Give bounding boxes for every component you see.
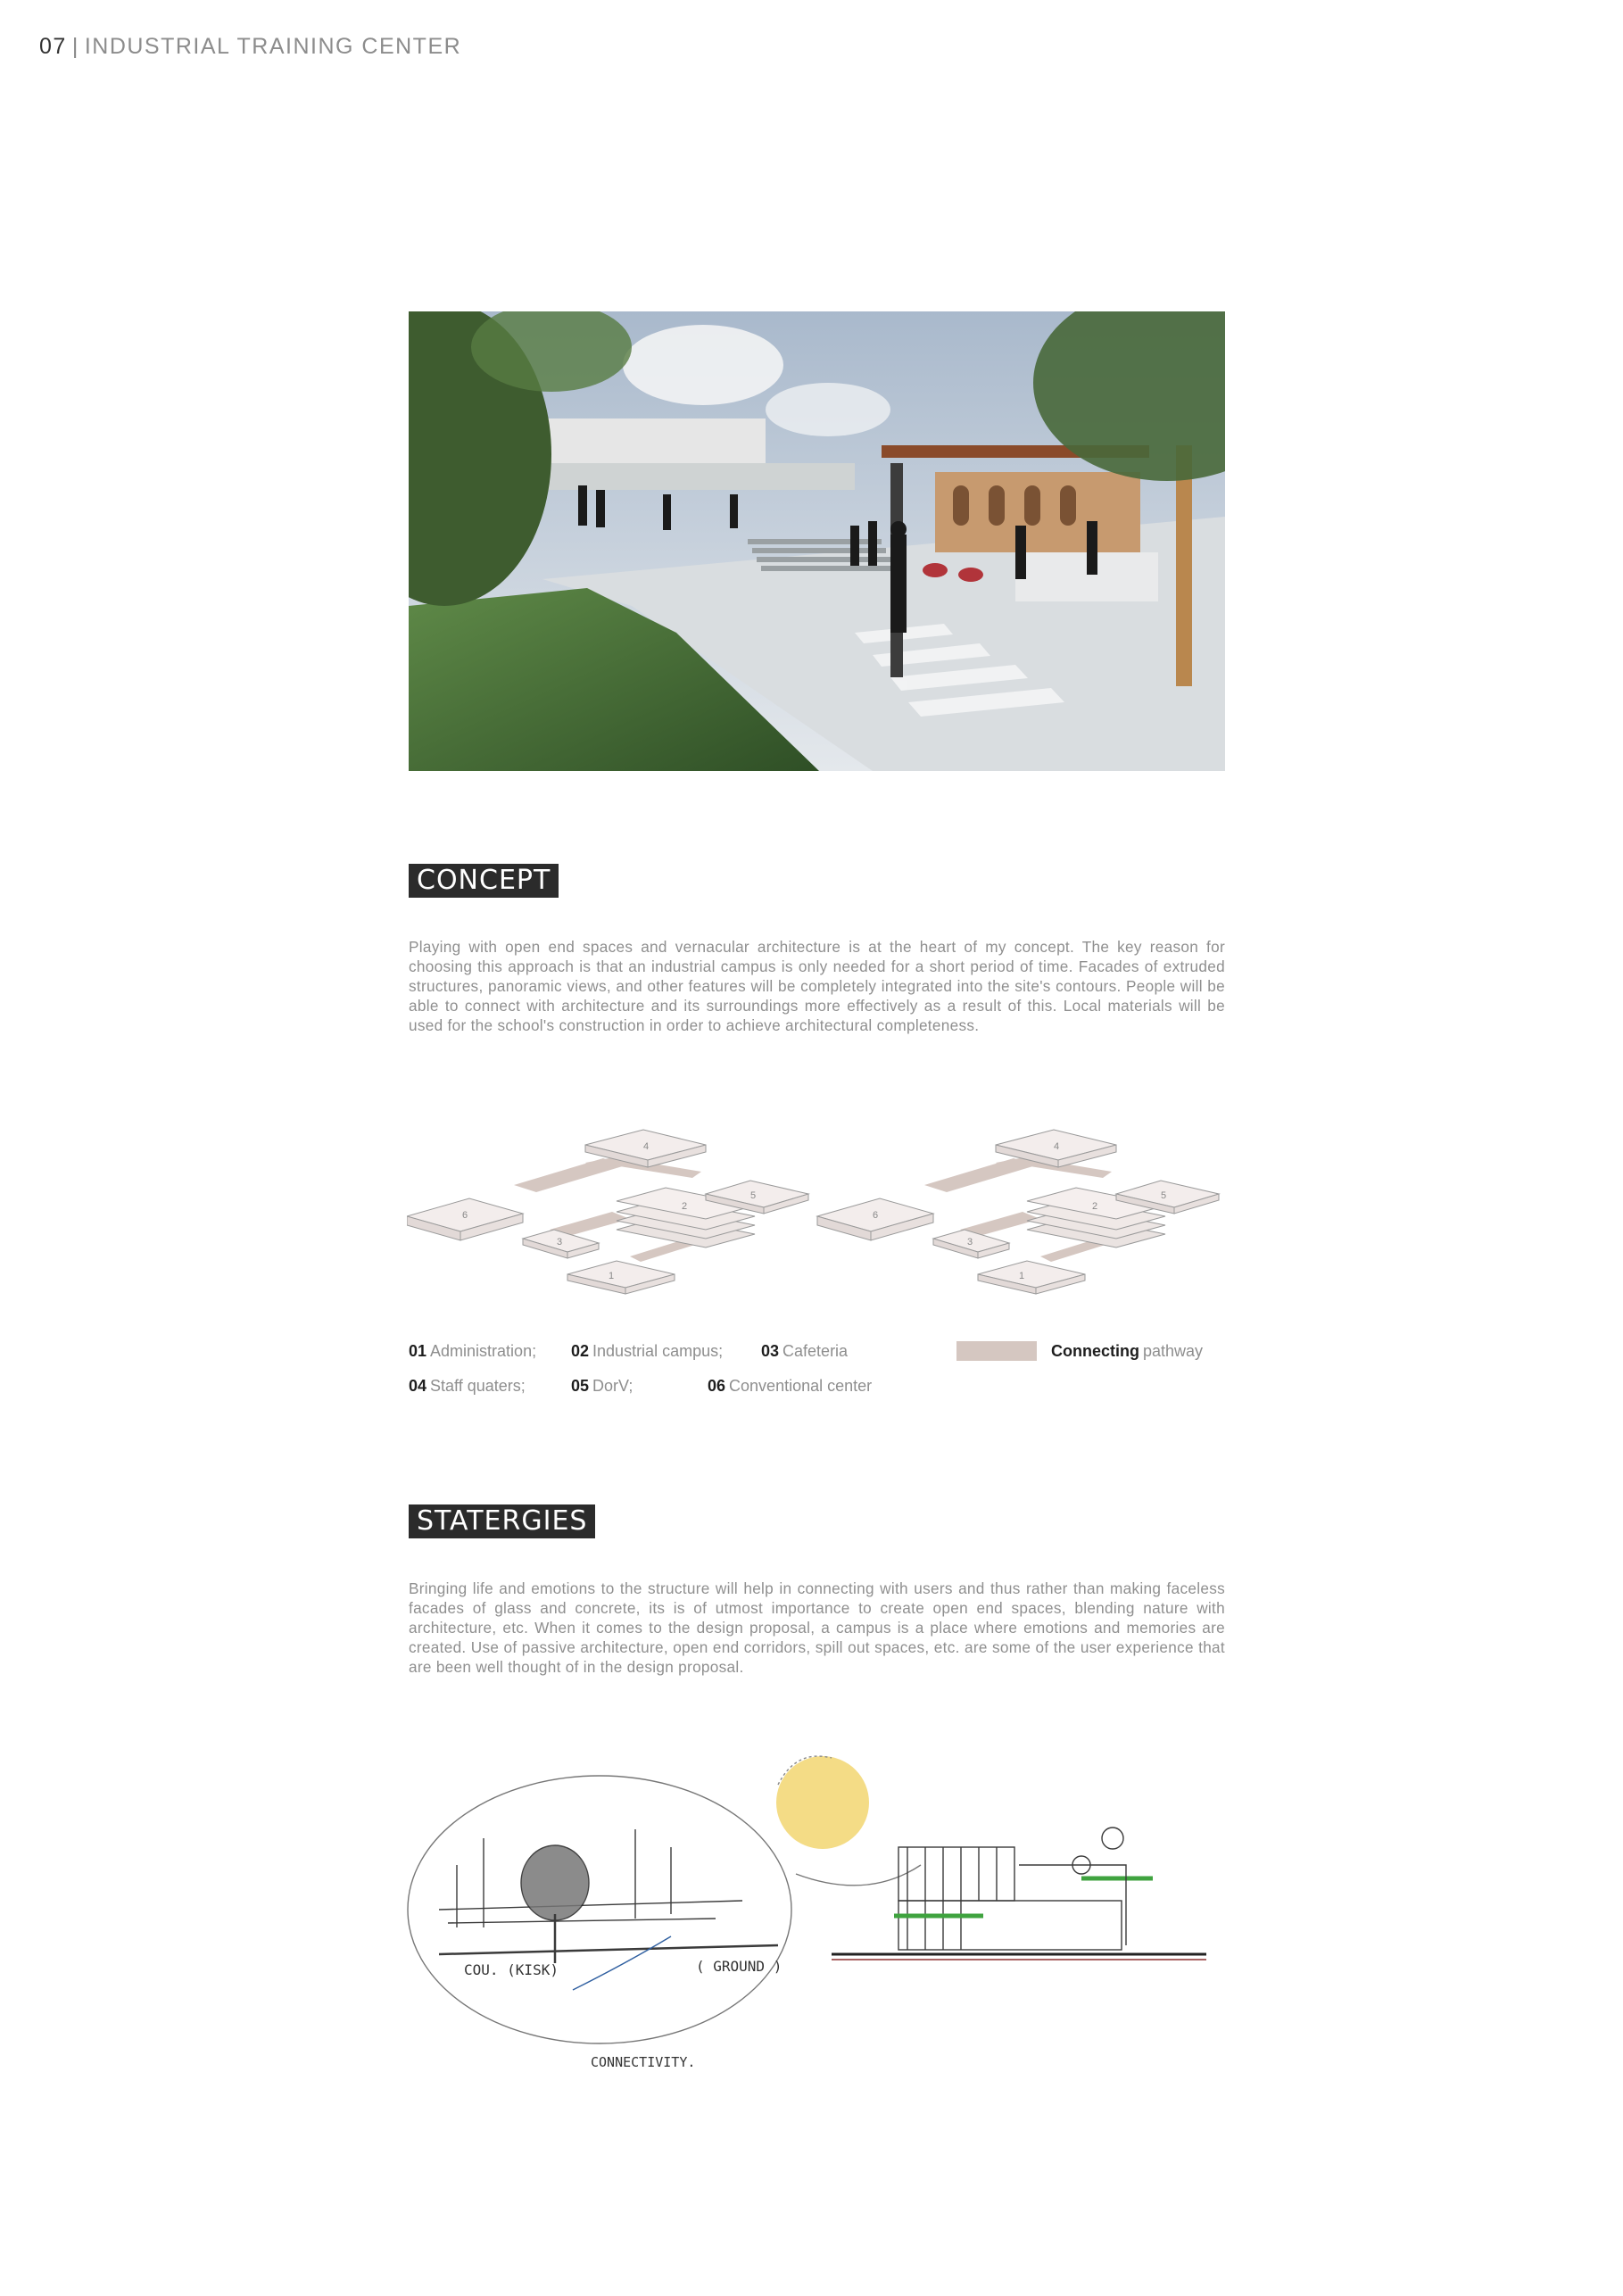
legend-item-05: 05 DorV; xyxy=(571,1377,633,1395)
diagram-label-6: 6 xyxy=(462,1210,468,1221)
concept-text: Playing with open end spaces and vernacular architecture is at the heart of my concept. The key reason for choosing this approach is that an industrial campus is only needed for a short period of time. Facades of extruded structures, panoramic views, and other features will be completely integrated into the site's contours. People will be able to connect with architecture and its surroundings more effectively as a result of this. Local materials will be used for the school's construction in order to achieve architectural completeness. xyxy=(409,938,1225,1034)
page-title: INDUSTRIAL TRAINING CENTER xyxy=(84,34,462,59)
diagram-label-5: 5 xyxy=(750,1190,757,1201)
legend-pathway: Connecting pathway xyxy=(1051,1342,1204,1360)
diagram-label-1: 1 xyxy=(609,1271,615,1281)
legend-item-04: 04 Staff quaters; xyxy=(409,1377,526,1395)
page-number: 07 xyxy=(39,34,67,59)
campus-render-image xyxy=(409,311,1225,771)
diagram-label-2: 2 xyxy=(682,1201,688,1212)
diagram-label-3: 3 xyxy=(557,1237,563,1247)
header-separator: | xyxy=(71,34,79,59)
legend-item-02: 02 Industrial campus; xyxy=(571,1342,724,1360)
sketch-label-mid: ( GROUND ) xyxy=(696,1958,783,1975)
page-header xyxy=(39,34,461,60)
strategies-heading: STATERGIES xyxy=(409,1504,595,1538)
sketch-label-left: COU. (KISK) xyxy=(464,1961,559,1978)
sketch-label-bottom: CONNECTIVITY. xyxy=(591,2054,696,2070)
legend-item-06: 06 Conventional center xyxy=(708,1377,873,1395)
concept-sketch xyxy=(403,1731,1260,2088)
block-layout-diagram xyxy=(407,1123,1228,1301)
concept-heading: CONCEPT xyxy=(409,864,559,898)
legend-item-01: 01 Administration; xyxy=(409,1342,537,1360)
strategies-text: Bringing life and emotions to the structure will help in connecting with users and thus rather than making faceless facades of glass and concrete, its is of utmost importance to create open end spaces, blending nature with architecture, etc. When it comes to the design proposal, a campus is a place where emotions and memories are created. Use of passive architecture, open end corridors, spill out spaces, etc. are some of the user experience that are been well thought of in the design proposal. xyxy=(409,1579,1225,1676)
pathway-color-swatch xyxy=(956,1341,1037,1361)
legend-item-03: 03 Cafeteria xyxy=(761,1342,849,1360)
diagram-label-4: 4 xyxy=(643,1141,650,1152)
